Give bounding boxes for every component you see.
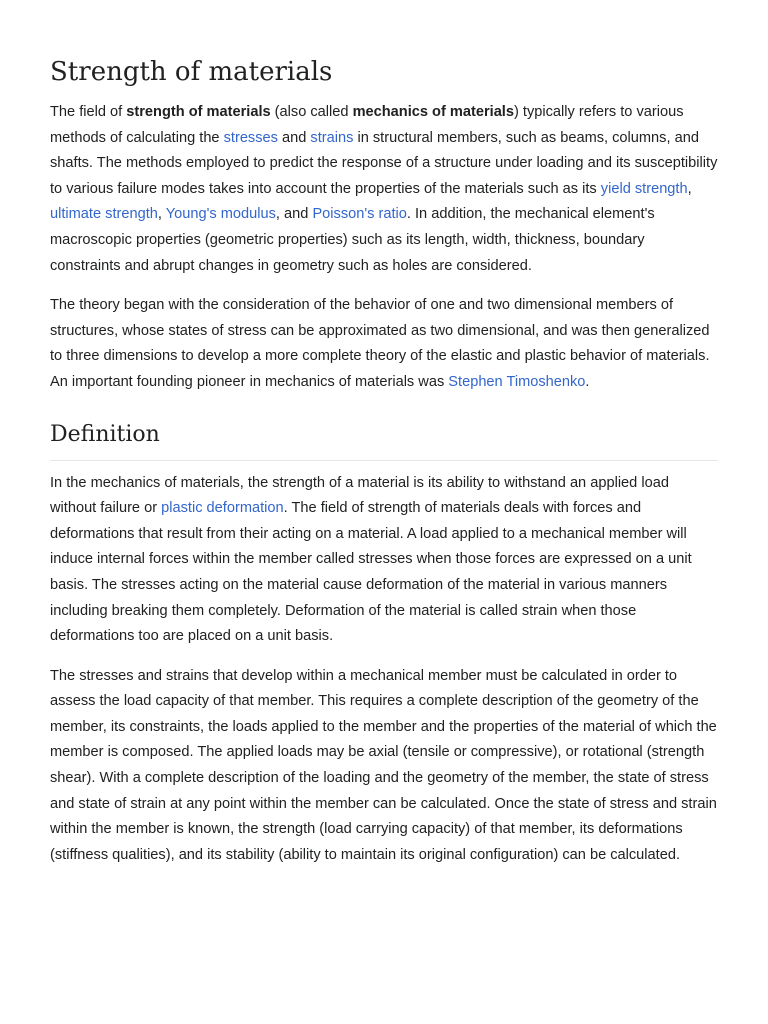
link-yield-strength[interactable]: yield strength <box>600 180 688 197</box>
link-ultimate-strength[interactable]: ultimate strength <box>50 206 158 223</box>
link-stephen-timoshenko[interactable]: Stephen Timoshenko <box>448 373 586 390</box>
link-plastic-deformation[interactable]: plastic deformation <box>161 500 284 517</box>
bold-term-strength-of-materials: strength of materials <box>126 104 271 120</box>
page-title: Strength of materials <box>50 57 333 87</box>
definition-paragraph-2 <box>50 664 718 869</box>
text-span: , <box>687 180 692 197</box>
section-heading-definition: Definition <box>50 418 718 461</box>
intro-paragraph-1 <box>50 100 718 279</box>
text-span: . In addition, the mechanical element's macroscopic properties (geometric properties) such as its length, width, thickness, boundary constraints and abrupt changes in geometry such as holes are considered. <box>50 206 655 274</box>
link-stresses[interactable]: stresses <box>223 129 278 146</box>
text-span: . The field of strength of materials deals with forces and deformations that result from their acting on a material. A load applied to a mechanical member will induce internal forces within the member called stresses when those forces are expressed on a unit basis. The stresses acting on the material cause deformation of the material in various manners including breaking them completely. Deformation of the material is called strain when those deformations too are placed on a unit basis. <box>50 500 692 645</box>
text-span: . <box>585 373 590 390</box>
text-span: The field of <box>50 104 127 120</box>
link-poissons-ratio[interactable]: Poisson's ratio <box>312 206 407 223</box>
text-span: The theory began with the consideration of the behavior of one and two dimensional members of structures, whose states of stress can be approximated as two dimensional, and was then generalized to three dimensions to develop a more complete theory of the elastic and plastic behavior of materials. An important founding pioneer in mechanics of materials was <box>50 297 710 390</box>
intro-paragraph-2 <box>50 293 718 395</box>
text-span: and <box>277 129 311 146</box>
link-strains[interactable]: strains <box>310 129 354 146</box>
text-span: , and <box>275 206 313 223</box>
text-span: (also called <box>270 104 353 120</box>
text-span: in structural members, such as beams, columns, and shafts. The methods employed to predict the response of a structure under loading and its susceptibility to various failure modes takes into account the properties of the materials such as its <box>50 129 718 197</box>
text-span: The stresses and strains that develop within a mechanical member must be calculated in order to assess the load capacity of that member. This requires a complete description of the geometry of the member, its constraints, the loads applied to the member and the properties of the material of which the member is composed. The applied loads may be axial (tensile or compressive), or rotational (strength shear). With a complete description of the loading and the geometry of the member, the state of stress and state of strain at any point within the member can be calculated. Once the state of stress and strain within the member is known, the strength (load carrying capacity) of that member, its deformations (stiffness qualities), and its stability (ability to maintain its original configuration) can be calculated. <box>50 667 717 863</box>
bold-term-mechanics-of-materials: mechanics of materials <box>352 104 514 120</box>
text-span: In the mechanics of materials, the strength of a material is its ability to withstand an applied load without failure or <box>50 474 669 517</box>
link-youngs-modulus[interactable]: Young's modulus <box>165 206 276 223</box>
text-span: , <box>157 206 166 223</box>
article-content <box>50 52 718 882</box>
definition-paragraph-1 <box>50 471 718 650</box>
text-span: ) typically refers to various methods of calculating the <box>50 104 684 146</box>
